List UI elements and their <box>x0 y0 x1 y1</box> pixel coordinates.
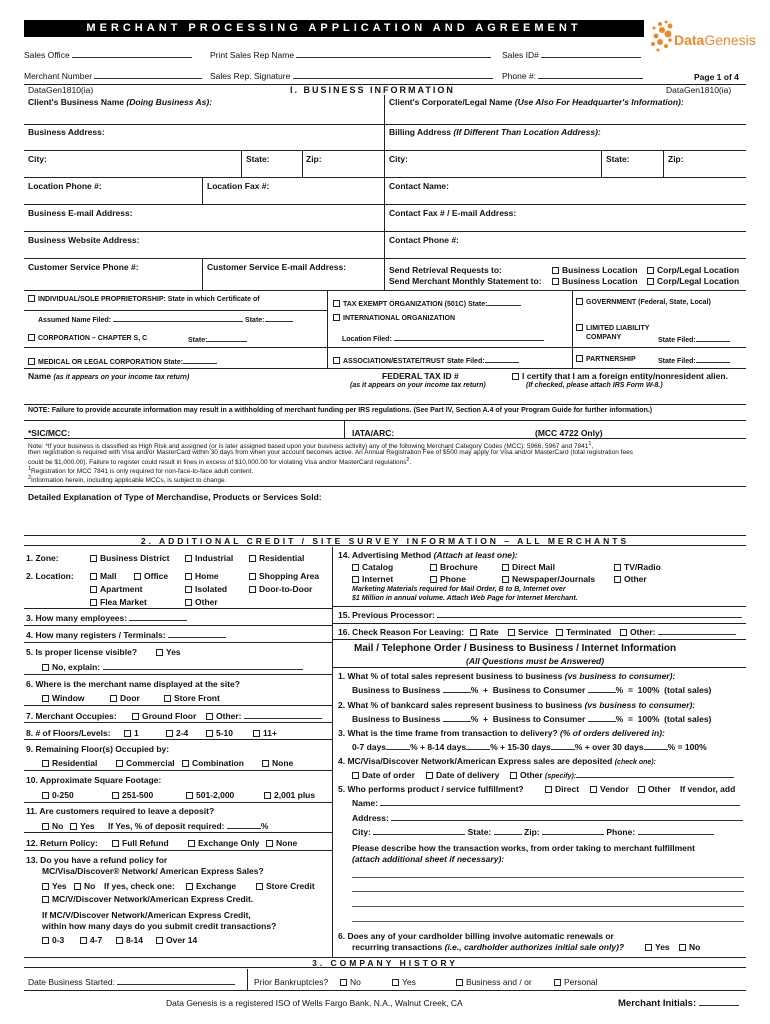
return-none-checkbox[interactable]: None <box>266 838 297 848</box>
license-no-checkbox[interactable]: No, explain: <box>42 662 303 672</box>
contact-name-field[interactable]: Contact Name: <box>389 181 449 191</box>
credit-days-question-2: within how many days do you submit credit transactions? <box>42 921 277 931</box>
irs-note: NOTE: Failure to provide accurate information may result in a withholding of merchant funding per IRS regulations. (See Part IV, Section A.4 of your Program Guide for further information.) <box>28 407 653 414</box>
location-apartment-checkbox[interactable]: Apartment <box>90 584 143 594</box>
international-checkbox[interactable]: INTERNATIONAL ORGANIZATION <box>333 314 455 322</box>
monthly-corp-location-checkbox[interactable]: Corp/Legal Location <box>647 276 739 286</box>
corporation-checkbox[interactable]: CORPORATION – CHAPTER S, C <box>28 334 147 342</box>
m4-question: 4. MC/Visa/Discover Network/American Express sales are deposited (check one): <box>338 756 656 766</box>
mcc-7841-footnote: $^1$Registration for MCC 7841 is only required for non-face-to-face adult content. <box>28 466 254 476</box>
display-storefront-checkbox[interactable]: Store Front <box>164 693 220 703</box>
location-other-checkbox[interactable]: Other <box>185 597 218 607</box>
zip-field[interactable]: Zip: <box>306 154 322 164</box>
ad-phone-checkbox[interactable]: Phone <box>430 574 466 584</box>
header-phone-field[interactable]: Phone #: <box>502 71 643 81</box>
zone-business-district-checkbox[interactable]: Business District <box>90 553 169 563</box>
monthly-business-location-checkbox[interactable]: Business Location <box>552 276 638 286</box>
mcc-only-label: (MCC 4722 Only) <box>535 428 603 438</box>
tax-exempt-checkbox[interactable]: TAX EXEMPT ORGANIZATION (501C) State: <box>333 298 521 308</box>
recurring-yes-checkbox[interactable]: Yes <box>645 942 670 952</box>
refund-no-checkbox[interactable]: No <box>74 881 95 891</box>
m2-question: 2. What % of bankcard sales represent business to business (vs business to consumer): <box>338 700 696 710</box>
occupies-label: 7. Merchant Occupies: <box>26 711 117 721</box>
ground-floor-checkbox[interactable]: Ground Floor <box>132 711 196 721</box>
ad-catalog-checkbox[interactable]: Catalog <box>352 562 393 572</box>
bankruptcies-no-checkbox[interactable]: No <box>340 977 361 987</box>
sqft-0-250-checkbox[interactable]: 0-250 <box>42 790 74 800</box>
sqft-2001-checkbox[interactable]: 2,001 plus <box>264 790 315 800</box>
days-8-14-checkbox[interactable]: 8-14 <box>116 935 143 945</box>
location-label: 2. Location: <box>26 571 74 581</box>
m1-percentages[interactable]: Business to Business % + Business to Consumer % = 100% (total sales) <box>352 685 712 695</box>
return-policy-label: 12. Return Policy: <box>26 838 98 848</box>
billing-city-field[interactable]: City: <box>389 154 408 164</box>
location-shopping-checkbox[interactable]: Shopping Area <box>249 571 319 581</box>
llc-checkbox[interactable]: LIMITED LIABILITY <box>576 324 649 332</box>
floors-label: 8. # of Floors/Levels: <box>26 728 111 738</box>
license-yes-checkbox[interactable]: Yes <box>156 647 181 657</box>
iata-arc-field[interactable]: IATA/ARC: <box>352 428 395 438</box>
vendor-city-state-zip-field[interactable]: City: State: Zip: Phone: <box>352 827 714 837</box>
form-id-right: DataGen1810(ia) <box>666 85 732 95</box>
print-sales-rep-field[interactable]: Print Sales Rep Name <box>210 50 491 60</box>
bankruptcies-yes-checkbox[interactable]: Yes <box>392 977 416 987</box>
merchant-initials-field[interactable]: Merchant Initials: <box>618 998 739 1009</box>
leaving-reason-label: 16. Check Reason For Leaving: <box>338 627 465 637</box>
ad-direct-mail-checkbox[interactable]: Direct Mail <box>502 562 555 572</box>
recurring-no-checkbox[interactable]: No <box>679 942 700 952</box>
high-risk-note-3: could be $1,000.00). Failure to register could result in fines in excess of $10,000.00 for violating Visa and/or MasterCard regulations$^2$. <box>28 457 412 467</box>
billing-state-field[interactable]: State: <box>606 154 630 164</box>
ad-brochure-checkbox[interactable]: Brochure <box>430 562 478 572</box>
m2-percentages[interactable]: Business to Business % + Business to Consumer % = 100% (total sales) <box>352 714 712 724</box>
deposit-question: 11. Are customers required to leave a deposit? <box>26 806 215 816</box>
m6-question-2: recurring transactions (i.e., cardholder authorizes initial sale only)? <box>352 942 625 952</box>
section1-title: I. BUSINESS INFORMATION <box>290 85 455 95</box>
government-checkbox[interactable]: GOVERNMENT (Federal, State, Local) <box>576 298 711 306</box>
display-door-checkbox[interactable]: Door <box>110 693 140 703</box>
high-risk-note-2: then registration is required with Visa and/or MasterCard within 30 days from when your account becomes active. An Annual Registration Fee of $500 may apply for Visa and/or MasterCard (total registration fees <box>28 449 633 456</box>
location-door-checkbox[interactable]: Door-to-Door <box>249 584 312 594</box>
describe-line-4[interactable] <box>352 921 744 922</box>
individual-checkbox[interactable]: INDIVIDUAL/SOLE PROPRIETORSHIP: State in which Certificate of <box>28 295 260 303</box>
sqft-501-2000-checkbox[interactable]: 501-2,000 <box>186 790 234 800</box>
dba-name-field[interactable]: Client's Business Name (Doing Business As): <box>28 97 213 107</box>
billing-zip-field[interactable]: Zip: <box>668 154 684 164</box>
days-0-3-checkbox[interactable]: 0-3 <box>42 935 64 945</box>
location-isolated-checkbox[interactable]: Isolated <box>185 584 227 594</box>
days-4-7-checkbox[interactable]: 4-7 <box>80 935 102 945</box>
assumed-name-field[interactable]: Assumed Name Filed: State: <box>38 314 293 324</box>
corporation-state-field[interactable]: State: <box>188 334 247 344</box>
cs-email-field[interactable]: Customer Service E-mail Address: <box>207 262 347 272</box>
floors-2-4-checkbox[interactable]: 2-4 <box>166 728 188 738</box>
moto-subtitle: (All Questions must be Answered) <box>466 656 605 666</box>
full-refund-checkbox[interactable]: Full Refund <box>112 838 169 848</box>
form-title: MERCHANT PROCESSING APPLICATION AND AGREEMENT <box>24 20 644 37</box>
location-home-checkbox[interactable]: Home <box>185 571 219 581</box>
floors-11-checkbox[interactable]: 11+ <box>253 728 277 738</box>
medical-legal-checkbox[interactable]: MEDICAL OR LEGAL CORPORATION State: <box>28 356 217 366</box>
retrieval-business-location-checkbox[interactable]: Business Location <box>552 265 638 275</box>
sqft-251-500-checkbox[interactable]: 251-500 <box>112 790 153 800</box>
association-checkbox[interactable]: ASSOCIATION/ESTATE/TRUST State Filed: <box>333 355 519 365</box>
exchange-only-checkbox[interactable]: Exchange Only <box>188 838 259 848</box>
refund-yes-checkbox[interactable]: Yes <box>42 881 67 891</box>
describe-transaction-label: Please describe how the transaction works, from order taking to merchant fulfillment <box>352 843 695 853</box>
remaining-commercial-checkbox[interactable]: Commercial <box>116 758 175 768</box>
employees-field[interactable]: 3. How many employees: <box>26 613 187 623</box>
ad-other-checkbox[interactable]: Other <box>614 574 647 584</box>
refund-card-credit-checkbox[interactable]: MC/V/Discover Network/American Express Credit. <box>42 894 253 904</box>
ad-newspaper-checkbox[interactable]: Newspaper/Journals <box>502 574 595 584</box>
deposit-yes-checkbox[interactable]: Yes <box>70 821 95 831</box>
reason-terminated-checkbox[interactable]: Terminated <box>556 627 611 637</box>
refund-store-credit-checkbox[interactable]: Store Credit <box>256 881 315 891</box>
contact-phone-field[interactable]: Contact Phone #: <box>389 235 459 245</box>
sic-mcc-field[interactable]: *SIC/MCC: <box>28 428 71 438</box>
corporate-name-field[interactable]: Client's Corporate/Legal Name (Use Also For Headquarter's Information): <box>389 97 684 107</box>
deposit-other-checkbox[interactable]: Other (specify): <box>510 770 734 780</box>
state-field[interactable]: State: <box>246 154 270 164</box>
reason-rate-checkbox[interactable]: Rate <box>470 627 498 637</box>
describe-transaction-note: (attach additional sheet if necessary): <box>352 854 505 864</box>
iso-disclaimer: Data Genesis is a registered ISO of Wells Fargo Bank, N.A., Walnut Creek, CA <box>166 998 463 1008</box>
form-id-left: DataGen1810(ia) <box>28 85 94 95</box>
website-field[interactable]: Business Website Address: <box>28 235 140 245</box>
refund-if-yes-label: If yes, check one: <box>104 881 175 891</box>
fulfillment-other-checkbox[interactable]: Other <box>638 784 671 794</box>
advertising-label: 14. Advertising Method (Attach at least one): <box>338 550 518 560</box>
zone-residential-checkbox[interactable]: Residential <box>249 553 304 563</box>
cs-phone-field[interactable]: Customer Service Phone #: <box>28 262 139 272</box>
vendor-name-field[interactable]: Name: <box>352 798 740 808</box>
deposit-percent-field[interactable]: If Yes, % of deposit required: % <box>108 821 269 831</box>
ad-tv-radio-checkbox[interactable]: TV/Radio <box>614 562 661 572</box>
high-risk-note-1: Note: *If your business is classified as High Risk and assigned (or is later assigned based upon your business activity) any of the following Merchant Category Codes (MCC): 5966, 5967 and 7841$^1$, <box>28 441 594 451</box>
reason-service-checkbox[interactable]: Service <box>508 627 548 637</box>
floors-5-10-checkbox[interactable]: 5-10 <box>206 728 233 738</box>
remaining-combination-checkbox[interactable]: Combination <box>182 758 244 768</box>
deposit-no-checkbox[interactable]: No <box>42 821 63 831</box>
federal-tax-id-field[interactable]: FEDERAL TAX ID # <box>382 371 459 381</box>
refund-policy-question: 13. Do you have a refund policy for <box>26 855 168 865</box>
deposit-date-order-checkbox[interactable]: Date of order <box>352 770 415 780</box>
registers-field[interactable]: 4. How many registers / Terminals: <box>26 630 226 640</box>
remaining-residential-checkbox[interactable]: Residential <box>42 758 97 768</box>
remaining-floors-label: 9. Remaining Floor(s) Occupied by: <box>26 744 170 754</box>
date-business-started-field[interactable]: Date Business Started: <box>28 977 235 987</box>
logo-wordmark: DataGenesis <box>674 32 756 48</box>
city-field[interactable]: City: <box>28 154 47 164</box>
partnership-state-field[interactable]: State Filed: <box>658 355 730 365</box>
foreign-entity-checkbox[interactable]: I certify that I am a foreign entity/nonresident alien. <box>512 371 728 381</box>
license-question: 5. Is proper license visible? <box>26 647 138 657</box>
location-filed-field[interactable]: Location Filed: <box>342 333 544 343</box>
bankruptcies-personal-checkbox[interactable]: Personal <box>554 977 598 987</box>
describe-line-2[interactable] <box>352 891 744 892</box>
foreign-entity-note: (If checked, please attach IRS Form W-8.) <box>526 382 663 389</box>
vendor-address-field[interactable]: Address: <box>352 813 743 823</box>
partnership-checkbox[interactable]: PARTNERSHIP <box>576 355 636 363</box>
marketing-note-1: Marketing Materials required for Mail Order, B to B, Internet over <box>352 586 566 593</box>
describe-line-1[interactable] <box>352 877 744 878</box>
floors-1-checkbox[interactable]: 1 <box>124 728 139 738</box>
merchandise-description-field[interactable]: Detailed Explanation of Type of Merchandise, Products or Services Sold: <box>28 492 322 502</box>
fulfillment-vendor-checkbox[interactable]: Vendor <box>590 784 629 794</box>
if-vendor-label: If vendor, add <box>680 784 736 794</box>
merchant-number-field[interactable]: Merchant Number <box>24 71 202 81</box>
zone-industrial-checkbox[interactable]: Industrial <box>185 553 233 563</box>
federal-tax-note: (as it appears on your income tax return) <box>350 382 486 389</box>
contact-fax-field[interactable]: Contact Fax # / E-mail Address: <box>389 208 517 218</box>
section3-title: 3. COMPANY HISTORY <box>24 957 746 968</box>
retrieval-corp-location-checkbox[interactable]: Corp/Legal Location <box>647 265 739 275</box>
zone-label: 1. Zone: <box>26 553 59 563</box>
remaining-none-checkbox[interactable]: None <box>262 758 293 768</box>
m3-question: 3. What is the time frame from transaction to delivery? (% of orders delivered in): <box>338 728 665 738</box>
sales-id-field[interactable]: Sales ID# <box>502 50 641 60</box>
display-window-checkbox[interactable]: Window <box>42 693 85 703</box>
sales-rep-signature-field[interactable]: Sales Rep. Signature <box>210 71 493 81</box>
location-office-checkbox[interactable]: Office <box>134 571 168 581</box>
credit-days-question: If MC/V/Discover Network/American Express Credit, <box>42 910 251 920</box>
m1-question: 1. What % of total sales represent business to business (vs business to consumer): <box>338 671 676 681</box>
square-footage-label: 10. Approximate Square Footage: <box>26 775 162 785</box>
deposit-date-delivery-checkbox[interactable]: Date of delivery <box>426 770 499 780</box>
sales-office-field[interactable]: Sales Office <box>24 50 192 60</box>
mcc-change-footnote: $^2$Information herein, including applicable MCCs, is subject to change. <box>28 475 227 485</box>
days-over-14-checkbox[interactable]: Over 14 <box>156 935 197 945</box>
location-phone-field[interactable]: Location Phone #: <box>28 181 102 191</box>
fulfillment-direct-checkbox[interactable]: Direct <box>545 784 579 794</box>
llc-label: COMPANY <box>586 334 622 341</box>
send-retrieval-label: Send Retrieval Requests to: <box>389 265 502 275</box>
legal-name-field[interactable]: Name (as it appears on your income tax return) <box>28 371 190 381</box>
name-display-question: 6. Where is the merchant name displayed at the site? <box>26 679 240 689</box>
send-monthly-label: Send Merchant Monthly Statement to: <box>389 276 542 286</box>
location-fax-field[interactable]: Location Fax #: <box>207 181 270 191</box>
billing-address-field[interactable]: Billing Address (If Different Than Location Address): <box>389 127 601 137</box>
marketing-note-2: $1 Million in annual volume. Attach Web Page for Internet Merchant. <box>352 595 578 602</box>
page-number: Page 1 of 4 <box>694 72 739 82</box>
m5-question: 5. Who performs product / service fulfillment? <box>338 784 524 794</box>
business-email-field[interactable]: Business E-mail Address: <box>28 208 133 218</box>
occupies-other-checkbox[interactable]: Other: <box>206 711 322 721</box>
refund-exchange-checkbox[interactable]: Exchange <box>186 881 236 891</box>
llc-state-field[interactable]: State Filed: <box>658 334 730 344</box>
section2-title: 2. ADDITIONAL CREDIT / SITE SURVEY INFORMATION – ALL MERCHANTS <box>24 535 746 546</box>
moto-title: Mail / Telephone Order / Business to Business / Internet Information <box>354 643 677 654</box>
refund-policy-question-2: MC/Visa/Discover® Network/ American Express Sales? <box>42 866 264 876</box>
business-address-field[interactable]: Business Address: <box>28 127 105 137</box>
location-mall-checkbox[interactable]: Mall <box>90 571 117 581</box>
reason-other-checkbox[interactable]: Other: <box>620 627 736 637</box>
bankruptcies-business-checkbox[interactable]: Business and / or <box>456 977 532 987</box>
m3-delivery-percentages[interactable]: 0-7 days % + 8-14 days % + 15-30 days % + over 30 days % = 100% <box>352 742 707 752</box>
m6-question: 6. Does any of your cardholder billing involve automatic renewals or <box>338 931 614 941</box>
previous-processor-field[interactable]: 15. Previous Processor: <box>338 610 742 620</box>
location-flea-checkbox[interactable]: Flea Market <box>90 597 147 607</box>
bankruptcies-label: Prior Bankruptcies? <box>254 977 329 987</box>
describe-line-3[interactable] <box>352 906 744 907</box>
ad-internet-checkbox[interactable]: Internet <box>352 574 393 584</box>
